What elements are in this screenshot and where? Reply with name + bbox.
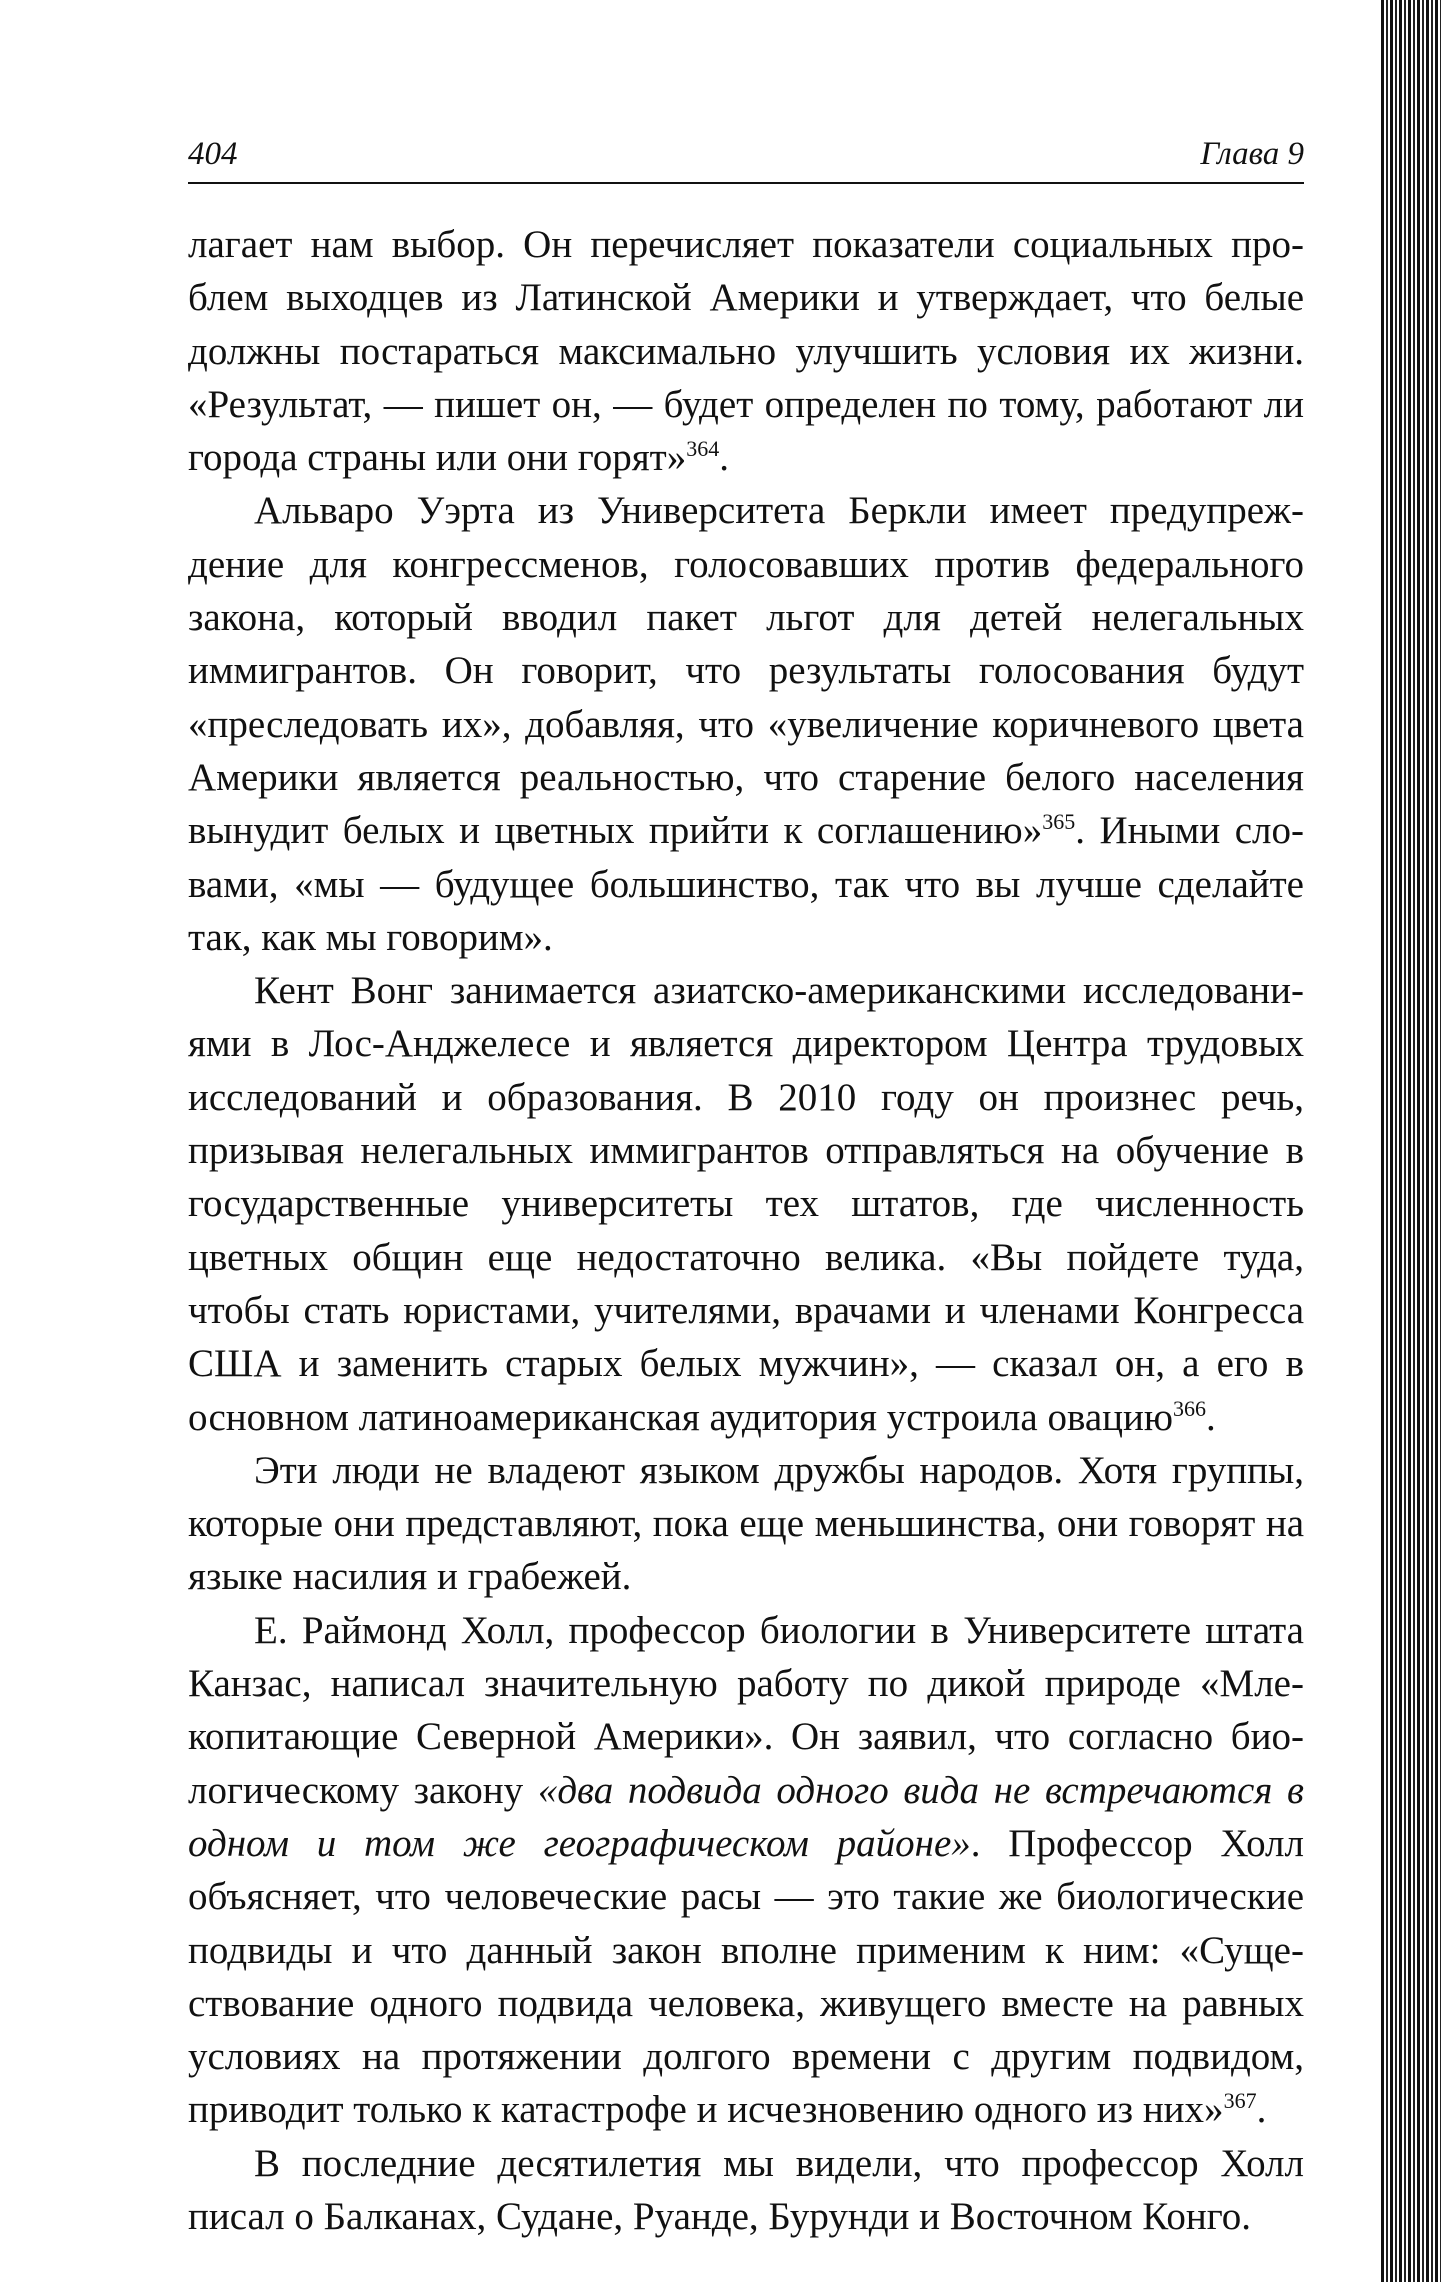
text-run: . <box>719 436 729 480</box>
page-number: 404 <box>188 136 238 172</box>
text-run: . Иными словами, «мы — будущее большинство, так что вы лучше сделайте так, как мы говорим». <box>188 809 1304 959</box>
footnote-ref: 365 <box>1042 809 1076 835</box>
paragraph-4 <box>188 1444 1304 1604</box>
page-edge-scan-artifact <box>1381 0 1441 2282</box>
text-run: Кент Вонг занимается азиатско-американскими исследованиями в Лос-Анджелесе и является директором Центра трудовых исследований и образования. В 2010 году он произнес речь, призывая нелегальных иммигрантов отправляться на обучение в государственные университеты тех штатов, где численность цветных общин еще недостаточно велика. «Вы пойдете туда, чтобы стать юристами, учителями, врачами и членами Конгресса США и заменить старых белых мужчин», — сказал он, а его в основном латиноамериканская аудитория устроила овацию <box>188 969 1304 1439</box>
text-run: лагает нам выбор. Он перечисляет показатели социальных проблем выходцев из Латинской Америки и утверждает, что белые должны постараться максимально улучшить условия их жизни. «Результат, — пишет он, — будет определен по тому, работают ли города страны или они горят» <box>188 223 1304 480</box>
header-rule <box>188 182 1304 184</box>
footnote-ref: 366 <box>1173 1395 1207 1421</box>
text-run: Е. Раймонд Холл, профессор биологии в Университете штата Канзас, написал значительную работу по дикой природе «Млекопитающие Северной Америки». Он заявил, что согласно биологическому закону <box>188 1608 1304 1812</box>
text-run: Альваро Уэрта из Университета Беркли имеет предупреждение для конгрессменов, голосовавших против федерального закона, который вводил пакет льгот для детей нелегальных иммигрантов. Он говорит, что результаты голосования будут «преследовать их», добавляя, что «увеличение коричневого цвета Америки является реальностью, что старение белого населения вынудит белых и цветных прийти к соглашению» <box>188 489 1304 853</box>
paragraph-3 <box>188 964 1304 1444</box>
chapter-title: Глава 9 <box>1200 136 1304 172</box>
text-run: В последние десятилетия мы видели, что профессор Холл писал о Балканах, Судане, Руанде, Бурунди и Восточном Конго. <box>188 2141 1304 2238</box>
footnote-ref: 367 <box>1223 2088 1257 2114</box>
italic-quote: «два подвида одного вида не встречаются в одном и том же географическом районе» <box>188 1768 1304 1865</box>
paragraph-2 <box>188 484 1304 964</box>
body-text <box>188 218 1304 2243</box>
text-run: . <box>1206 1395 1216 1439</box>
paragraph-6 <box>188 2137 1304 2244</box>
running-header <box>188 136 1304 184</box>
paragraph-5 <box>188 1604 1304 2137</box>
paragraph-1 <box>188 218 1304 484</box>
text-run: . Профессор Холл объясняет, что человеческие расы — это такие же биологические подвиды и что данный закон вполне применим к ним: «Существование одного подвида человека, живущего вместе на равных условиях на протяжении долгого времени с другим подвидом, приводит только к катастрофе и исчезновению одного из них» <box>188 1821 1304 2132</box>
footnote-ref: 364 <box>686 436 720 462</box>
text-run: Эти люди не владеют языком дружбы народов. Хотя группы, которые они представляют, пока еще меньшинства, они говорят на языке насилия и грабежей. <box>188 1448 1304 1599</box>
text-run: . <box>1256 2088 1267 2132</box>
